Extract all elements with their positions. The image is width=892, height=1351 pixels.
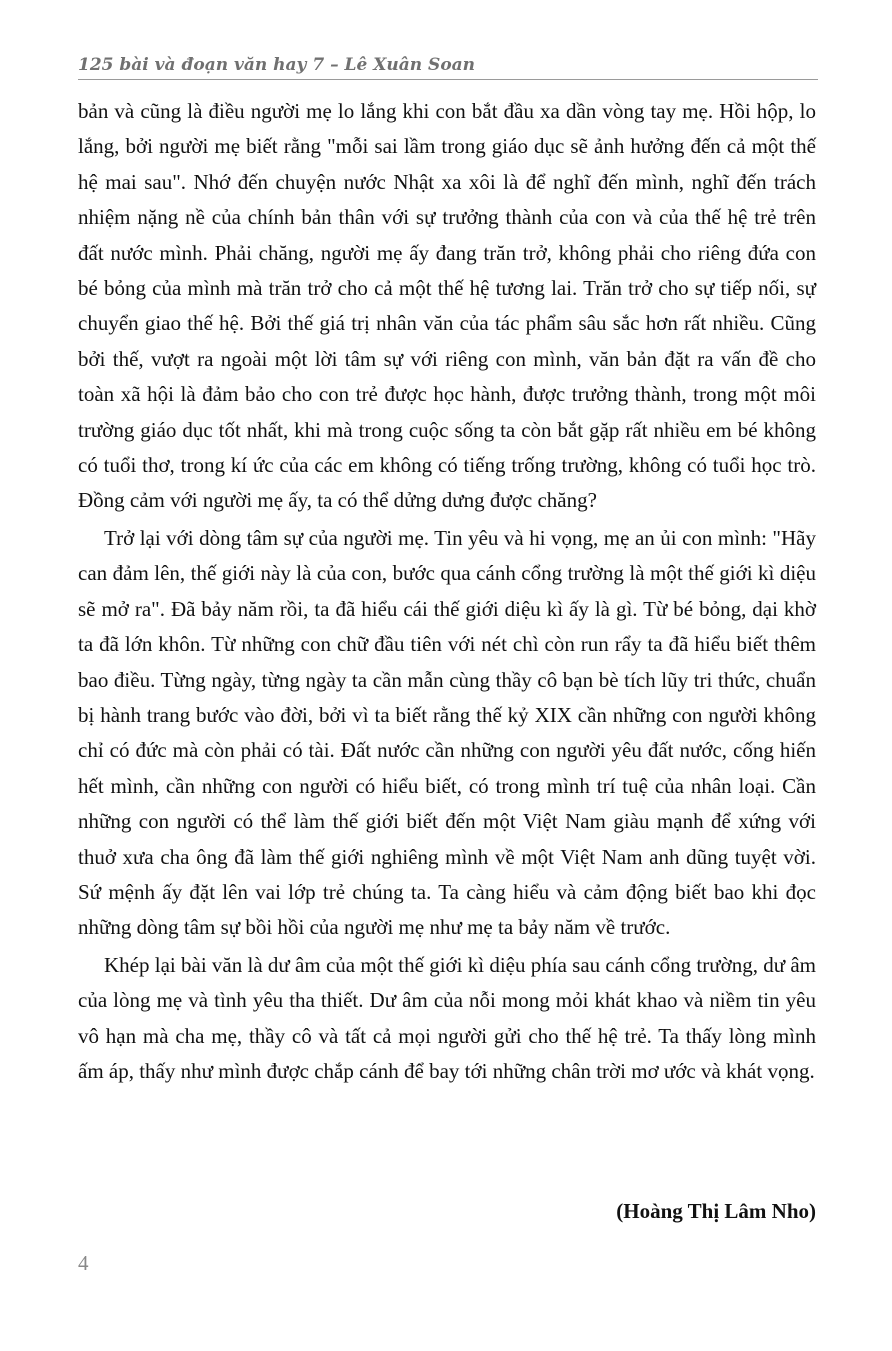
paragraph: Khép lại bài văn là dư âm của một thế giới kì diệu phía sau cánh cổng trường, dư âm của lòng mẹ và tình yêu tha thiết. Dư âm của nỗi mong mỏi khát khao và niềm tin yêu vô hạn mà cha mẹ, thầy cô và tất cả mọi người gửi cho thế hệ trẻ. Ta thấy lòng mình ấm áp, thấy như mình được chắp cánh để bay tới những chân trời mơ ước và khát vọng. xyxy=(78,952,816,1083)
running-title: 125 bài và đoạn văn hay 7 – Lê Xuân Soan xyxy=(78,55,476,75)
paragraph: Trở lại với dòng tâm sự của người mẹ. Tin yêu và hi vọng, mẹ an ủi con mình: "Hãy can đảm lên, thế giới này là của con, bước qua cánh cổng trường là một thế giới kì diệu sẽ mở ra". Đã bảy năm rồi, ta đã hiểu cái thế giới diệu kì ấy là gì. Từ bé bỏng, dại khờ ta đã lớn khôn. Từ những con chữ đầu tiên với nét chì còn run rẩy ta đã hiểu biết thêm bao điều. Từng ngày, từng ngày ta cần mẫn cùng thầy cô bạn bè tích lũy tri thức, chuẩn bị hành trang bước vào đời, bởi vì ta biết rằng thế kỷ XIX cần những con người không chỉ có đức mà còn phải có tài. Đất nước cần những con người yêu đất nước, cống hiến hết mình, cần những con người có hiểu biết, có trong mình trí tuệ của nhân loại. Cần những con người có thể làm thế giới biết đến một Việt Nam giàu mạnh để xứng với thuở xưa cha ông đã làm thế giới nghiêng mình về một Việt Nam anh dũng tuyệt vời. Sứ mệnh ấy đặt lên vai lớp trẻ chúng ta. Ta càng hiểu và cảm động biết bao khi đọc những dòng tâm sự bồi hồi của người mẹ như mẹ ta bảy năm về trước. xyxy=(78,525,816,940)
page-number: 4 xyxy=(78,1251,89,1275)
paragraph: bản và cũng là điều người mẹ lo lắng khi con bắt đầu xa dần vòng tay mẹ. Hồi hộp, lo lắng, bởi người mẹ biết rằng "mỗi sai lầm trong giáo dục sẽ ảnh hưởng đến cả một thế hệ mai sau". Nhớ đến chuyện nước Nhật xa xôi là để nghĩ đến mình, nghĩ đến trách nhiệm nặng nề của chính bản thân với sự trưởng thành của con và của thế hệ trẻ trên đất nước mình. Phải chăng, người mẹ ấy đang trăn trở, không phải cho riêng đứa con bé bỏng của mình mà trăn trở cho cả một thế hệ tương lai. Trăn trở cho sự tiếp nối, sự chuyển giao thế hệ. Bởi thế giá trị nhân văn của tác phẩm sâu sắc hơn rất nhiều. Cũng bởi thế, vượt ra ngoài một lời tâm sự với riêng con mình, văn bản đặt ra vấn đề cho toàn xã hội là đảm bảo cho con trẻ được học hành, được trưởng thành, trong một môi trường giáo dục tốt nhất, khi mà trong cuộc sống ta còn bắt gặp rất nhiều em bé không có tuổi thơ, trong kí ức của các em không có tiếng trống trường, không có tuổi học trò. Đồng cảm với người mẹ ấy, ta có thể dửng dưng được chăng? xyxy=(78,99,816,513)
author-signature: (Hoàng Thị Lâm Nho) xyxy=(616,1199,816,1223)
page-header xyxy=(78,55,818,80)
body-text xyxy=(78,94,816,1089)
